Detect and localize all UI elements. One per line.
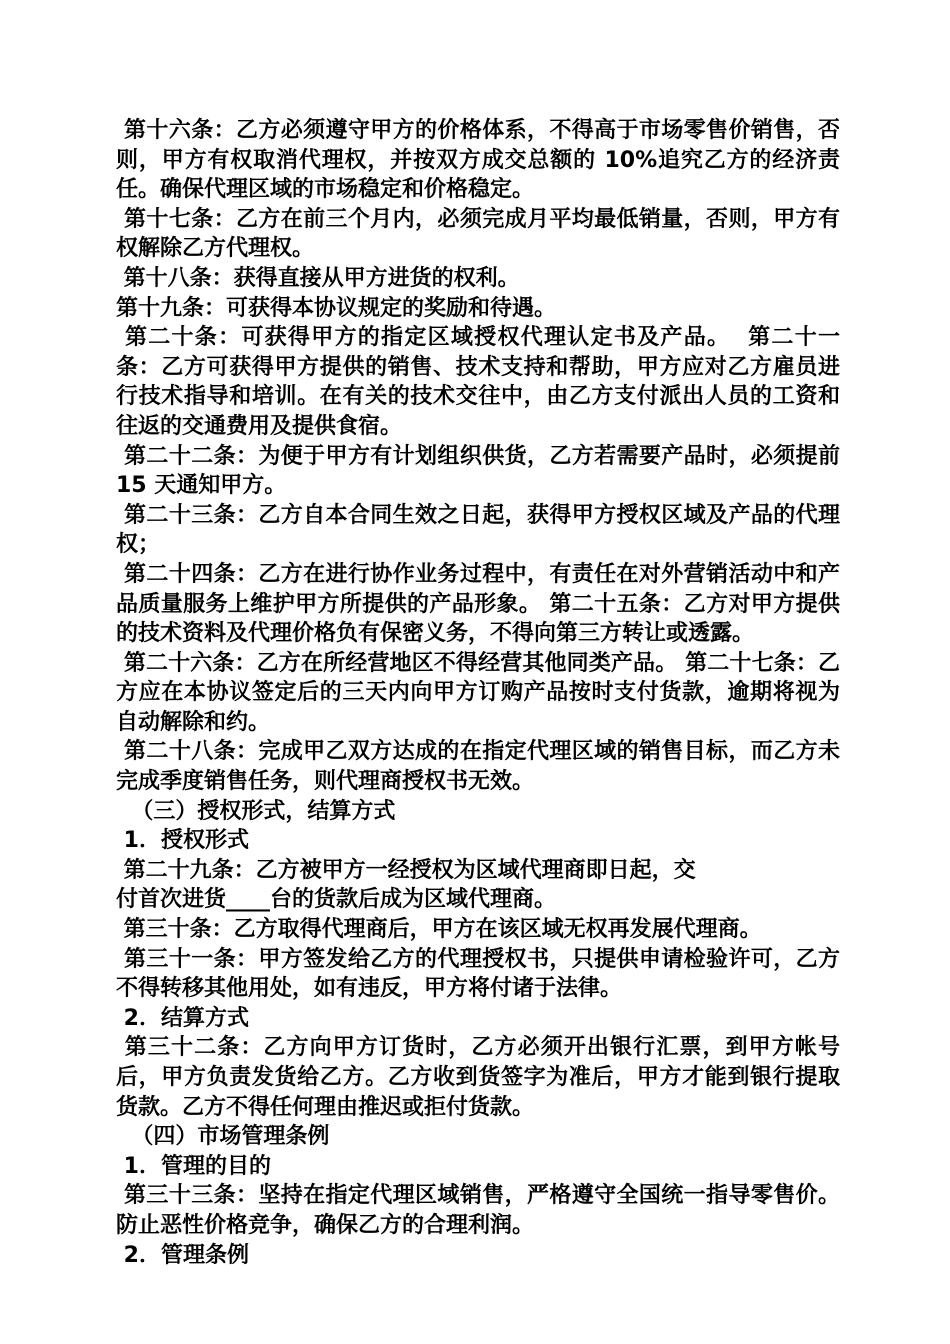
document-body [116, 116, 848, 1270]
article-24-25: 第二十四条：乙方在进行协作业务过程中，有责任在对外营销活动中和产品质量服务上维护甲方所提供的产品形象。 第二十五条：乙方对甲方提供的技术资料及代理价格负有保密义务，不得向第三方转让或透露。 [116, 561, 840, 647]
subsection-heading-settlement: 2．结算方式 [116, 1005, 249, 1031]
article-18: 第十八条：获得直接从甲方进货的权利。 [116, 265, 520, 291]
section-heading-4: （四）市场管理条例 [116, 1124, 330, 1150]
subsection-heading-purpose: 1．管理的目的 [116, 1153, 271, 1179]
article-29: 第二十九条：乙方被甲方一经授权为区域代理商即日起，交 付首次进货____台的货款后成为区域代理商。 [116, 857, 696, 913]
article-31: 第三十一条：甲方签发给乙方的代理授权书，只提供申请检验许可，乙方不得转移其他用处，如有违反，甲方将付诸于法律。 [116, 946, 840, 1002]
article-26-27: 第二十六条：乙方在所经营地区不得经营其他同类产品。 第二十七条：乙方应在本协议签定后的三天内向甲方订购产品按时支付货款，逾期将视为自动解除和约。 [116, 650, 840, 735]
article-33: 第三十三条：坚持在指定代理区域销售，严格遵守全国统一指导零售价。防止恶性价格竞争，确保乙方的合理利润。 [116, 1183, 840, 1238]
article-23: 第二十三条：乙方自本合同生效之日起，获得甲方授权区域及产品的代理权； [116, 502, 840, 558]
subsection-heading-authorization: 1．授权形式 [116, 828, 249, 854]
article-32: 第三十二条：乙方向甲方订货时，乙方必须开出银行汇票，到甲方帐号后，甲方负责发货给乙方。乙方收到货签字为准后，甲方才能到银行提取货款。乙方不得任何理由推迟或拒付货款。 [116, 1035, 840, 1120]
article-28: 第二十八条：完成甲乙双方达成的在指定代理区域的销售目标，而乙方未完成季度销售任务，则代理商授权书无效。 [116, 739, 840, 795]
article-20-21: 第二十条：可获得甲方的指定区域授权代理认定书及产品。 第二十一条：乙方可获得甲方提供的销售、技术支持和帮助，甲方应对乙方雇员进行技术指导和培训。在有关的技术交往中，由乙方支付派出人员的工资和往返的交通费用及提供食宿。 [116, 325, 840, 439]
article-22: 第二十二条：为便于甲方有计划组织供货，乙方若需要产品时，必须提前 15 天通知甲方。 [116, 443, 848, 499]
section-heading-3: （三）授权形式，结算方式 [116, 798, 396, 824]
article-17: 第十七条：乙方在前三个月内，必须完成月平均最低销量，否则，甲方有权解除乙方代理权。 [116, 206, 840, 262]
article-16: 第十六条：乙方必须遵守甲方的价格体系，不得高于市场零售价销售，否则，甲方有权取消代理权，并按双方成交总额的 10%追究乙方的经济责任。确保代理区域的市场稳定和价格稳定。 [116, 118, 840, 203]
article-19: 第十九条：可获得本协议规定的奖励和待遇。 [116, 295, 557, 321]
article-30: 第三十条：乙方取得代理商后，甲方在该区域无权再发展代理商。 [116, 917, 762, 943]
subsection-heading-regulations: 2．管理条例 [116, 1242, 249, 1268]
